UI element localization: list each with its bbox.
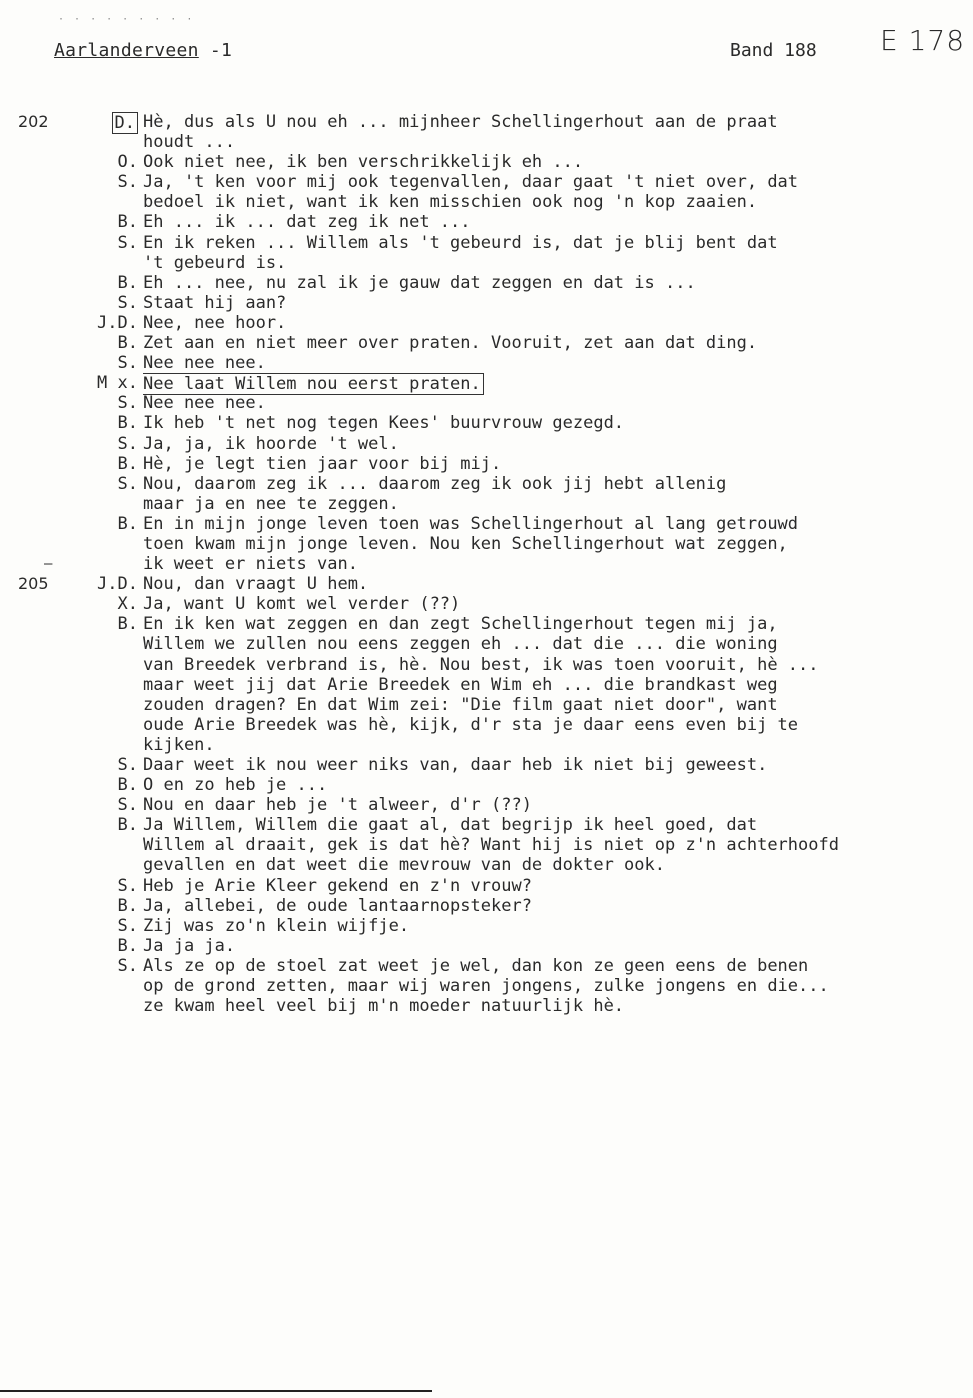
utterance-text: zouden dragen? En dat Wim zei: "Die film gaat niet door", want [143,694,778,715]
transcript-line [0,253,973,273]
transcript-line [0,574,973,594]
utterance-text: houdt ... [143,132,236,153]
margin-dash: — [44,556,53,573]
utterance-text: En in mijn jonge leven toen was Schellingerhout al lang getrouwd [143,513,799,534]
utterance-text: Staat hij aan? [143,292,287,313]
transcript-line [0,655,973,675]
transcript-line [0,775,973,795]
utterance-text: bedoel ik niet, want ik ken misschien ook nog 'n kop zaaien. [143,192,758,213]
margin-line-number: 202 [18,112,49,131]
utterance-text: oude Arie Breedek was hè, kijk, d'r sta je daar eens even bij te [143,714,799,735]
footer-rule [0,1390,432,1392]
utterance-text: Ook niet nee, ik ben verschrikkelijk eh ... [143,152,584,173]
transcript-line [0,976,973,996]
speaker-label: S. [117,433,138,454]
speaker-label: B. [117,935,138,956]
utterance-text: toen kwam mijn jonge leven. Nou ken Schellingerhout wat zeggen, [143,533,788,554]
utterance-text: van Breedek verbrand is, hè. Nou best, ik was toen vooruit, hè ... [143,654,819,675]
transcript-line [0,835,973,855]
transcript-line [0,855,973,875]
transcript-line [0,192,973,212]
utterance-text: Eh ... nee, nu zal ik je gauw dat zeggen en dat is ... [143,272,696,293]
transcript-line [0,634,973,654]
transcript-line [0,112,973,132]
utterance-text: Nee nee nee. [143,393,266,414]
transcript-line [0,534,973,554]
utterance-text: Ja ja ja. [143,935,236,956]
transcript-line [0,614,973,634]
transcript-line [0,353,973,373]
speaker-label: O. [117,152,138,173]
utterance-text: Eh ... ik ... dat zeg ik net ... [143,212,471,233]
utterance-text: Nee, nee hoor. [143,312,287,333]
transcript-line [0,233,973,253]
transcript-line [0,936,973,956]
utterance-text: gevallen en dat weet die mevrouw van de dokter ook. [143,855,665,876]
header-title [54,40,232,61]
transcript-line [0,373,973,393]
utterance-text: Nou en daar heb je 't alweer, d'r (??) [143,795,532,816]
band-number: Band 188 [730,40,817,61]
transcript-line [0,212,973,232]
speaker-label: X. [117,594,138,615]
utterance-text: En ik reken ... Willem als 't gebeurd is, dat je blij bent dat [143,232,778,253]
speaker-label: S. [117,172,138,193]
transcript-line [0,916,973,936]
utterance-text: Als ze op de stoel zat weet je wel, dan kon ze geen eens de benen [143,955,809,976]
utterance-text: maar ja en nee te zeggen. [143,493,399,514]
utterance-text: Ja Willem, Willem die gaat al, dat begrijp ik heel goed, dat [143,815,758,836]
utterance-text: Ik heb 't net nog tegen Kees' buurvrouw gezegd. [143,413,625,434]
transcript-line [0,293,973,313]
transcript-line [0,454,973,474]
transcript-line [0,795,973,815]
transcript-line [0,755,973,775]
speaker-label: B. [117,333,138,354]
transcript-line [0,172,973,192]
transcript-line [0,715,973,735]
utterance-text: Daar weet ik nou weer niks van, daar heb ik niet bij geweest. [143,755,768,775]
transcript-line [0,434,973,454]
speaker-label: S. [117,232,138,253]
speaker-label: B. [117,815,138,836]
speaker-label: S. [117,955,138,976]
speaker-label: B. [117,212,138,233]
utterance-text: ik weet er niets van. [143,554,358,575]
speaker-label: J.D. [97,312,138,333]
utterance-text: Ja, want U komt wel verder (??) [143,594,461,615]
transcript-line [0,474,973,494]
speaker-label: S. [117,292,138,313]
utterance-text: Ja, allebei, de oude lantaarnopsteker? [143,895,532,916]
utterance-text: 't gebeurd is. [143,252,287,273]
speaker-label: B. [117,272,138,293]
transcript-line [0,815,973,835]
transcript-line [0,876,973,896]
utterance-text: Hè, je legt tien jaar voor bij mij. [143,453,502,474]
utterance-text: Willem we zullen nou eens zeggen eh ... dat die ... die woning [143,634,778,655]
utterance-text: En ik ken wat zeggen en dan zegt Schellingerhout tegen mij ja, [143,614,778,635]
utterance-text: Hè, dus als U nou eh ... mijnheer Schellingerhout aan de praat [143,112,778,132]
speaker-label: S. [117,875,138,896]
speaker-label: B. [117,513,138,534]
speaker-label: M x. [97,373,138,394]
speaker-label: B. [117,775,138,796]
utterance-text: kijken. [143,734,215,755]
transcript-line [0,956,973,976]
place-name: Aarlanderveen [54,40,199,61]
transcript-line [0,695,973,715]
utterance-text: Ja, 't ken voor mij ook tegenvallen, daar gaat 't niet over, dat [143,172,799,193]
transcript-line [0,675,973,695]
transcript-line [0,896,973,916]
utterance-text: Heb je Arie Kleer gekend en z'n vrouw? [143,875,532,896]
utterance-text: Nou, daarom zeg ik ... daarom zeg ik ook jij hebt allenig [143,473,727,494]
speaker-label: B. [117,895,138,916]
transcript-line [0,494,973,514]
transcript-line [0,273,973,293]
speaker-label: B. [117,413,138,434]
utterance-text: Willem al draait, gek is dat hè? Want hij is niet op z'n achterhoofd [143,835,839,856]
speaker-label: S. [117,393,138,414]
transcript-line [0,996,973,1016]
utterance-text: maar weet jij dat Arie Breedek en Wim eh ... die brandkast weg [143,674,778,695]
speaker-label: S. [117,755,138,775]
speaker-label: D. [112,112,138,134]
transcript-line [0,514,973,534]
transcript-line [0,413,973,433]
utterance-text: Nee nee nee. [143,353,266,374]
speaker-label: B. [117,614,138,635]
transcript-line [0,313,973,333]
utterance-text: Zij was zo'n klein wijfje. [143,915,410,936]
utterance-text: Nee laat Willem nou eerst praten. [143,373,484,395]
speaker-label: J.D. [97,574,138,595]
margin-line-number: 205 [18,574,49,594]
transcript-line [0,735,973,755]
utterance-text: Zet aan en niet meer over praten. Vooruit, zet aan dat ding. [143,333,758,354]
transcript-line [0,393,973,413]
margin-marks: · · · · · · · · · [58,14,195,25]
speaker-label: S. [117,795,138,816]
part-number: -1 [198,40,233,61]
speaker-label: S. [117,353,138,374]
speaker-label: B. [117,453,138,474]
archive-code: E 178 [880,24,966,57]
utterance-text: Nou, dan vraagt U hem. [143,574,369,595]
transcript-line [0,132,973,152]
utterance-text: Ja, ja, ik hoorde 't wel. [143,433,399,454]
transcript-line [0,554,973,574]
transcript-body [0,112,973,1016]
transcript-line [0,594,973,614]
speaker-label: S. [117,473,138,494]
utterance-text: op de grond zetten, maar wij waren jongens, zulke jongens en die... [143,976,829,997]
transcript-line [0,152,973,172]
utterance-text: ze kwam heel veel bij m'n moeder natuurlijk hè. [143,996,625,1017]
utterance-text: O en zo heb je ... [143,775,328,796]
transcript-line [0,333,973,353]
speaker-label: S. [117,915,138,936]
